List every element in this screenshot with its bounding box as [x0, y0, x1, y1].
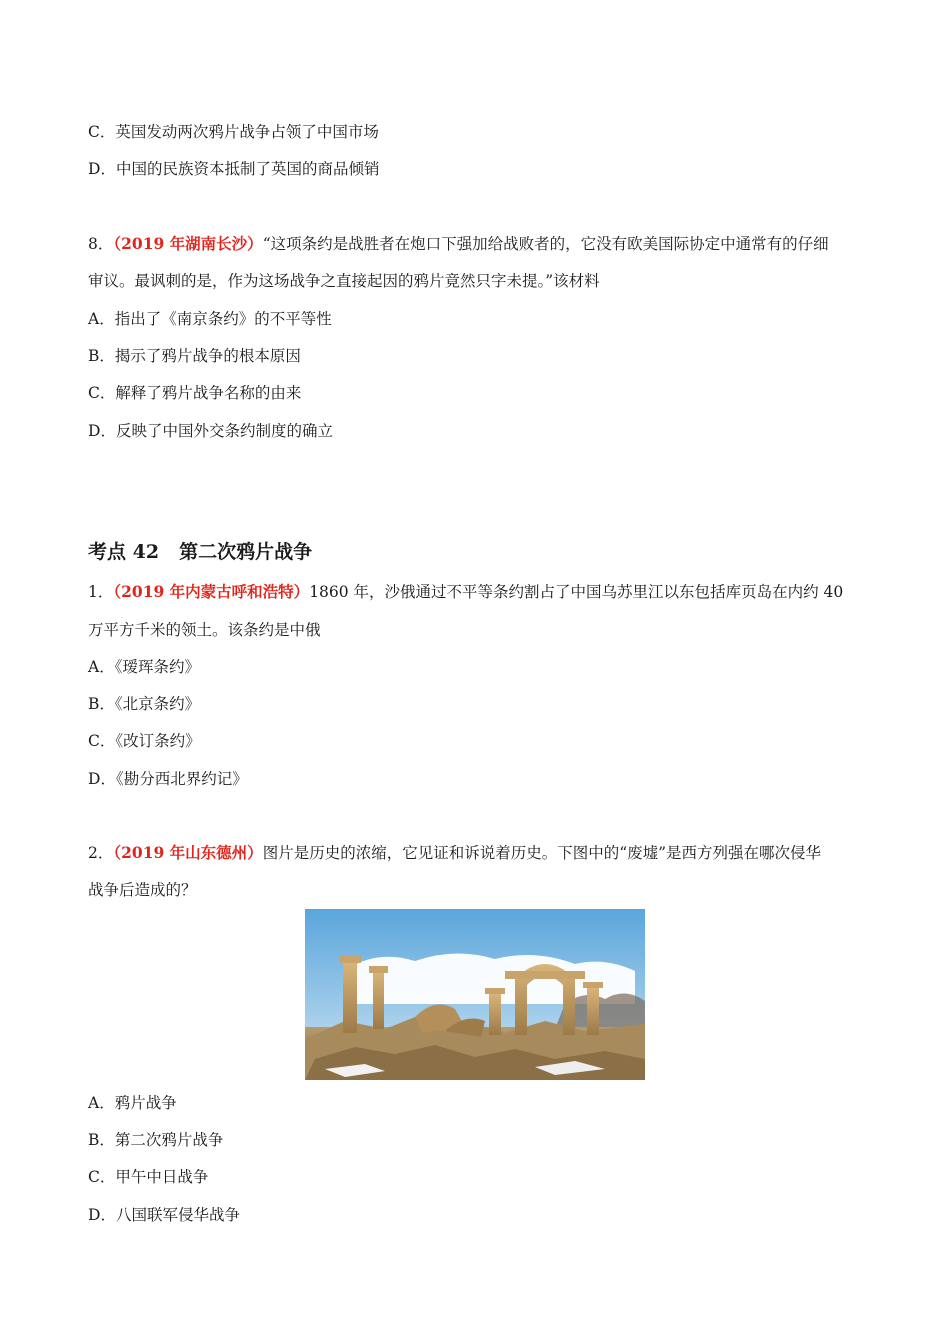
q2-option-d: D．八国联军侵华战争: [88, 1206, 240, 1224]
q8-option-d: D．反映了中国外交条约制度的确立: [88, 422, 333, 440]
q8-stem-line1: 8．（2019 年湖南长沙）“这项条约是战胜者在炮口下强加给战败者的，它没有欧美国际协定中通常有的仔细: [88, 234, 829, 253]
q8-option-a: A．指出了《南京条约》的不平等性: [88, 310, 332, 328]
q2-option-a: A．鸦片战争: [88, 1094, 177, 1112]
q8-option-c: C．解释了鸦片战争名称的由来: [88, 384, 302, 402]
q2-number: 2: [88, 844, 98, 862]
q1-option-b: B．《北京条约》: [88, 695, 201, 713]
section-heading: 考点 42 第二次鸦片战争: [88, 541, 313, 563]
q1-number: 1: [88, 583, 98, 601]
q2-stem-line1: 2．（2019 年山东德州）图片是历史的浓缩，它见证和诉说着历史。下图中的“废墟”是西方列强在哪次侵华: [88, 843, 822, 862]
q2-option-b: B．第二次鸦片战争: [88, 1131, 224, 1149]
q1-option-a: A．《瑷珲条约》: [88, 658, 200, 676]
q8-option-b: B．揭示了鸦片战争的根本原因: [88, 347, 301, 365]
q1-source: （2019 年内蒙古呼和浩特）: [113, 582, 310, 601]
q8-stem-line2: 审议。最讽刺的是，作为这场战争之直接起因的鸦片竟然只字未提。”该材料: [88, 272, 600, 290]
q2-stem-line2: 战争后造成的？: [88, 881, 197, 899]
option-c: C．英国发动两次鸦片战争占领了中国市场: [88, 123, 379, 141]
q8-number: 8: [88, 235, 98, 253]
q1-option-c: C．《改订条约》: [88, 732, 201, 750]
q1-stem-line2: 万平方千米的领土。该条约是中俄: [88, 621, 321, 639]
ruins-photo: [305, 909, 645, 1080]
q8-source: （2019 年湖南长沙）: [113, 234, 263, 253]
option-d: D．中国的民族资本抵制了英国的商品倾销: [88, 160, 380, 178]
q2-option-c: C．甲午中日战争: [88, 1168, 209, 1186]
q1-stem-line1: 1．（2019 年内蒙古呼和浩特）1860 年，沙俄通过不平等条约割占了中国乌苏里江以东包括库页岛在内约 40: [88, 582, 844, 601]
q2-source: （2019 年山东德州）: [113, 843, 263, 862]
q1-option-d: D．《勘分西北界约记》: [88, 770, 248, 788]
